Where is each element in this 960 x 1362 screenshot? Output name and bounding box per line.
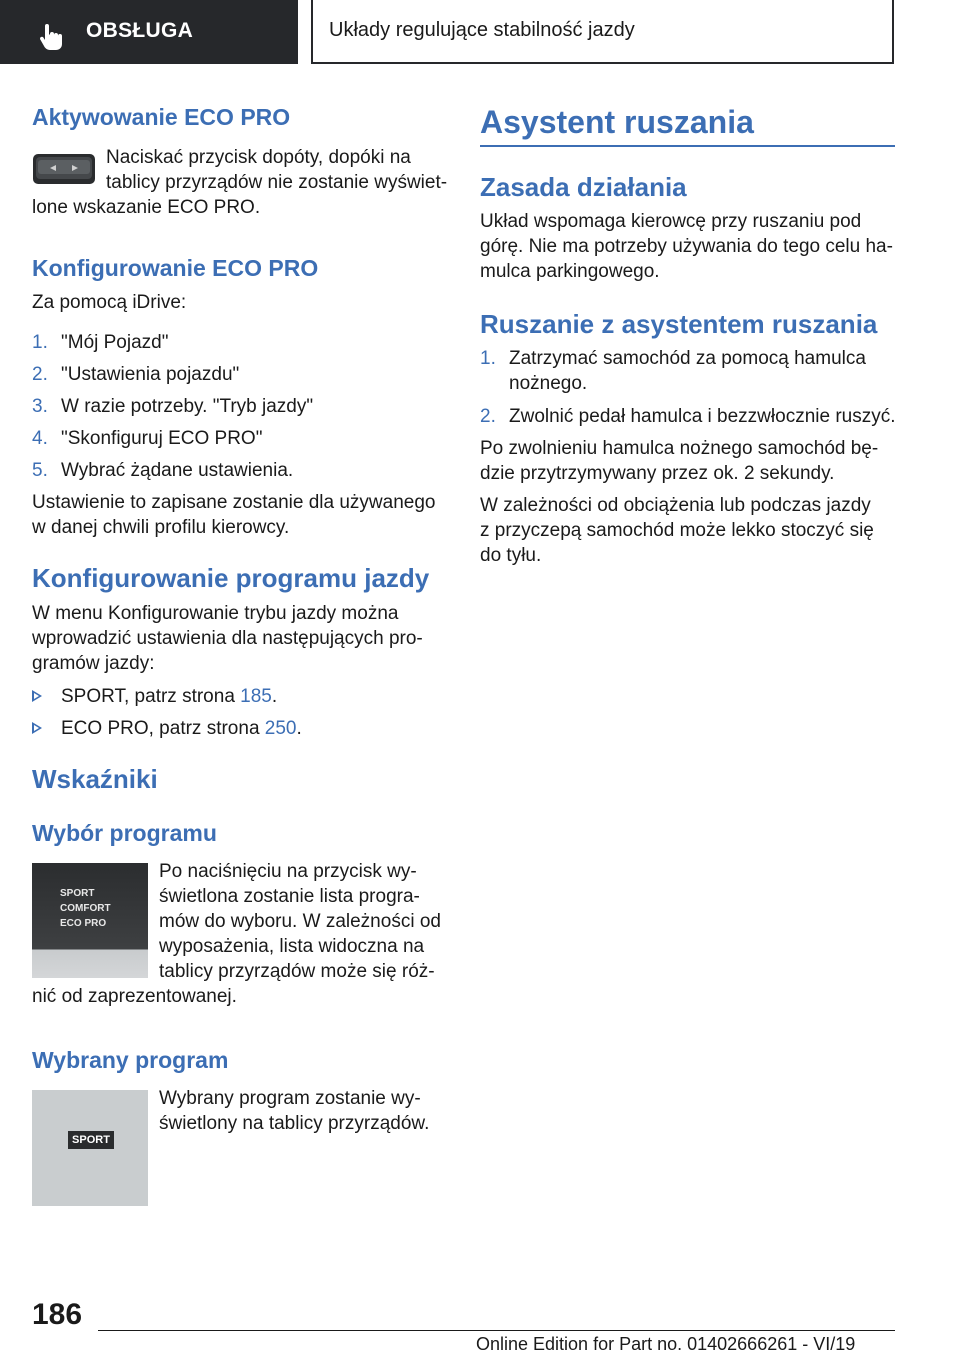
list-text: "Ustawienia pojazdu" <box>61 364 240 385</box>
selected-program-text <box>159 1086 449 1136</box>
text-line: wprowadzić ustawienia dla następujących pro- <box>32 628 423 649</box>
page-link[interactable]: 185 <box>240 686 272 707</box>
config-eco-intro: Za pomocą iDrive: <box>32 292 187 313</box>
image-text: SPORT <box>68 1131 114 1149</box>
indicators-heading: Wskaźniki <box>32 764 158 794</box>
list-text: nożnego. <box>509 373 588 394</box>
start-with-assistant-heading: Ruszanie z asystentem ruszania <box>480 309 878 339</box>
bullet-triangle-icon <box>32 690 42 702</box>
list-number: 1. <box>32 332 48 353</box>
load-note <box>480 493 874 568</box>
eco-pro-heading: Aktywowanie ECO PRO <box>32 104 291 130</box>
text-line: z przyczepą samochód może lekko stoczyć się <box>480 520 874 541</box>
select-program-heading: Wybór programu <box>32 820 217 846</box>
chapter-title-box <box>311 0 894 64</box>
text-line: Ustawienie to zapisane zostanie dla używanego <box>32 492 436 513</box>
list-number: 2. <box>32 364 48 385</box>
release-note <box>480 436 878 486</box>
image-text: SPORT <box>60 888 95 899</box>
list-number: 3. <box>32 396 48 417</box>
list-number: 1. <box>480 348 496 369</box>
eco-pro-text-cont <box>32 195 260 220</box>
text-line: gramów jazdy: <box>32 653 155 674</box>
hand-pointer-icon <box>36 22 66 52</box>
footer-rule <box>98 1330 895 1331</box>
text-line: wyposażenia, lista widoczna na <box>159 936 425 957</box>
text-line: do tyłu. <box>480 545 542 566</box>
text-line: mów do wyboru. W zależności od <box>159 911 441 932</box>
principle-text <box>480 209 893 284</box>
image-text: ECO PRO <box>60 918 107 929</box>
eco-pro-button-image <box>32 152 96 186</box>
program-heading: Konfigurowanie programu jazdy <box>32 563 430 593</box>
text-line: dzie przytrzymywany przez ok. 2 sekundy. <box>480 463 835 484</box>
text-line: W zależności od obciążenia lub podczas jazdy <box>480 495 871 516</box>
list-text: Zatrzymać samochód za pomocą hamulca <box>509 348 866 369</box>
text-line: w danej chwili profilu kierowcy. <box>32 517 290 538</box>
page-number: 186 <box>32 1298 83 1331</box>
text-line: Po zwolnieniu hamulca nożnego samochód bę- <box>480 438 879 459</box>
bullet-triangle-icon <box>32 722 42 734</box>
section-tab <box>0 0 298 64</box>
bullet-text: SPORT, patrz strona <box>61 686 241 707</box>
text-line: Po naciśnięciu na przycisk wy- <box>159 861 417 882</box>
list-number: 4. <box>32 428 48 449</box>
page-header <box>0 0 960 66</box>
selected-program-image <box>32 1090 148 1206</box>
list-text: W razie potrzeby. "Tryb jazdy" <box>61 396 314 417</box>
text-line: mulca parkingowego. <box>480 261 660 282</box>
punctuation: . <box>296 718 302 739</box>
text-line: nić od zaprezentowanej. <box>32 986 237 1007</box>
text-line: Naciskać przycisk dopóty, dopóki na <box>106 147 411 168</box>
config-note <box>32 490 435 540</box>
list-text: "Skonfiguruj ECO PRO" <box>61 428 263 449</box>
punctuation: . <box>271 686 278 707</box>
text-line: Wybrany program zostanie wy- <box>159 1088 421 1109</box>
text-line: lone wskazanie ECO PRO. <box>32 197 261 218</box>
chapter-title: Układy regulujące stabilność jazdy <box>329 19 635 41</box>
config-eco-heading: Konfigurowanie ECO PRO <box>32 255 319 281</box>
eco-pro-text <box>106 145 446 195</box>
text-line: W menu Konfigurowanie trybu jazdy można <box>32 603 399 624</box>
text-line: Układ wspomaga kierowcę przy ruszaniu pod <box>480 211 862 232</box>
section-label: OBSŁUGA <box>86 19 194 42</box>
list-number: 5. <box>32 460 48 481</box>
selected-program-heading: Wybrany program <box>32 1047 229 1073</box>
edition-text: Online Edition for Part no. 01402666261 - VI/19 <box>476 1334 856 1354</box>
select-program-text-cont <box>32 984 237 1009</box>
text-line: świetlona zostanie lista progra- <box>159 886 420 907</box>
list-text: Wybrać żądane ustawienia. <box>61 460 294 481</box>
image-text: COMFORT <box>60 903 111 914</box>
page-link[interactable]: 250 <box>264 718 297 739</box>
bullet-text: ECO PRO, patrz strona <box>61 718 265 739</box>
list-number: 2. <box>480 406 496 427</box>
list-text: Zwolnić pedał hamulca i bezzwłocznie ruszyć. <box>509 406 896 427</box>
text-line: tablicy przyrządów może się róż- <box>159 961 435 982</box>
heading-rule <box>480 145 895 147</box>
text-line: górę. Nie ma potrzeby używania do tego celu ha- <box>480 236 893 257</box>
select-program-text <box>159 859 449 984</box>
list-text: "Mój Pojazd" <box>61 332 169 353</box>
principle-heading: Zasada działania <box>480 172 687 202</box>
program-text <box>32 601 423 676</box>
text-line: tablicy przyrządów nie zostanie wyświet- <box>106 172 448 193</box>
start-assistant-heading: Asystent ruszania <box>480 104 754 140</box>
program-list-image <box>32 863 148 978</box>
text-line: świetlony na tablicy przyrządów. <box>159 1113 430 1134</box>
